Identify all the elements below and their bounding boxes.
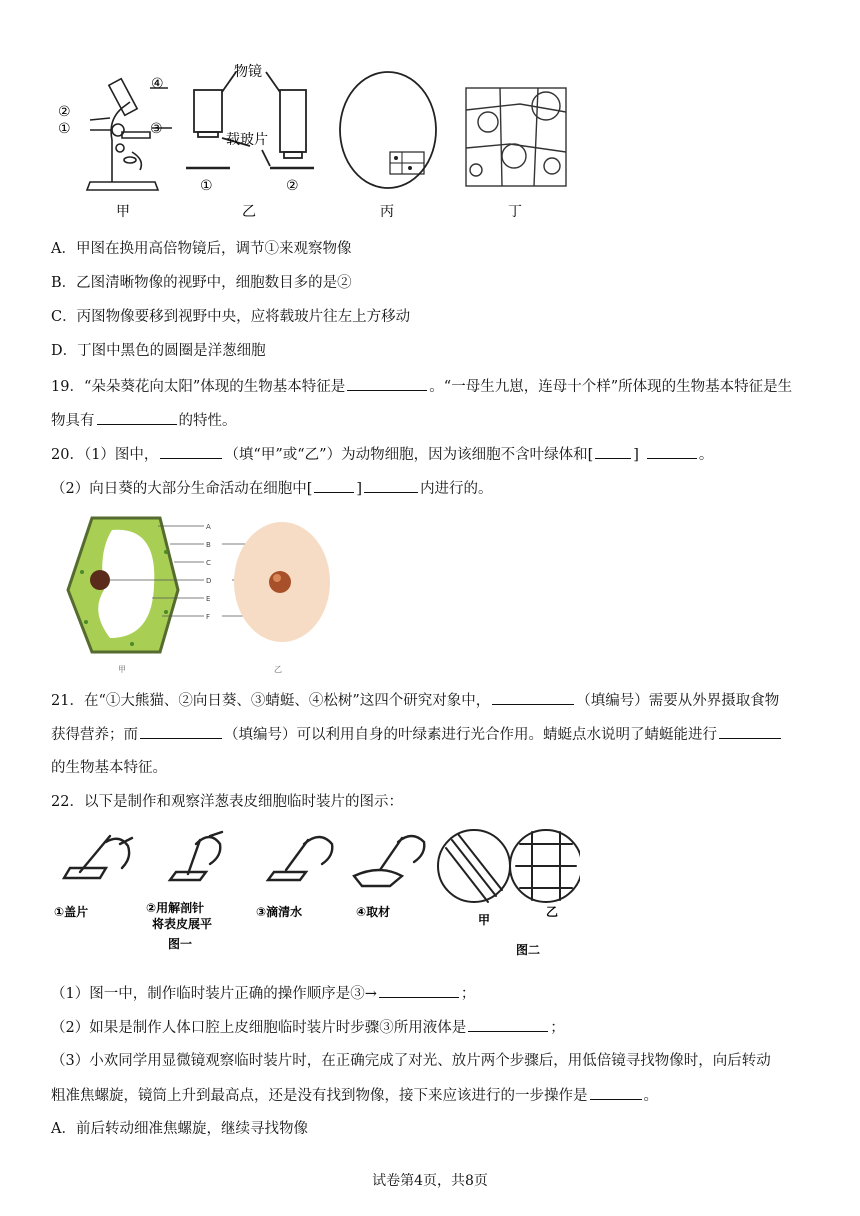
q21-line3: 的生物基本特征。 [51, 760, 167, 776]
q20-text-a: 20．（1）图中， [51, 447, 159, 463]
q20-blank-2[interactable] [595, 444, 631, 459]
step-label-3: ③滴清水 [256, 905, 303, 919]
q22-sub1 [51, 983, 475, 1004]
q22-blank-2[interactable] [468, 1017, 548, 1032]
label-circle3: ③ [150, 121, 163, 137]
cell-letter-a: A [206, 523, 211, 531]
q19-text-a: 19．“朵朵葵花向太阳”体现的生物基本特征是 [51, 379, 346, 395]
q22-blank-3[interactable] [590, 1085, 642, 1100]
q22-sub2-text: （2）如果是制作人体口腔上皮细胞临时装片时步骤③所用液体是 [51, 1020, 467, 1036]
cell-letter-b: B [206, 541, 211, 549]
q18-option-a: A．甲图在换用高倍物镜后，调节①来观察物像 [51, 241, 352, 257]
q22-sub2-end: ； [550, 1020, 565, 1036]
q22-blank-1[interactable] [379, 983, 459, 998]
q19-text-c: 物具有 [51, 413, 95, 429]
page-footer: 试卷第4页，共8页 [372, 1173, 488, 1189]
q22-intro: 22．以下是制作和观察洋葱表皮细胞临时装片的图示： [51, 794, 403, 810]
q19-blank-2[interactable] [97, 410, 177, 425]
q20-cells-figure [62, 512, 352, 678]
q22-sub1-end: ； [460, 986, 476, 1002]
q20-blank-1[interactable] [160, 444, 222, 459]
label-yi-2: ② [286, 178, 299, 194]
objectives-drawing [186, 72, 314, 168]
q22-sub3-end: 。 [643, 1088, 658, 1104]
q21-line1 [51, 690, 779, 711]
step-label-1: ①盖片 [54, 905, 89, 919]
caption-bing: 丙 [380, 204, 394, 220]
fig2-caption-jia: 甲 [478, 913, 491, 927]
cell-letter-d: D [206, 577, 212, 585]
caption-yi: 乙 [242, 204, 256, 220]
step2-needle-drawing [170, 832, 222, 880]
q21-blank-1[interactable] [492, 690, 574, 705]
label-slide: 载玻片 [226, 132, 268, 148]
q18-option-d: D．丁图中黑色的圆圈是洋葱细胞 [51, 343, 266, 359]
q19-text-d: 的特性。 [178, 413, 237, 429]
cell-letter-e: E [206, 595, 211, 603]
plant-cell-jia [68, 518, 178, 652]
q20-line1 [51, 444, 713, 465]
q20-text-b: （填“甲”或“乙”）为动物细胞，因为该细胞不含叶绿体和[ [224, 447, 594, 463]
q20-text-g: 内进行的。 [420, 481, 493, 497]
q20-text-e: （2）向日葵的大部分生命活动在细胞中[ [51, 481, 313, 497]
fig2-caption-yi: 乙 [546, 905, 559, 919]
q20-blank-4[interactable] [314, 478, 354, 493]
label-circle4: ④ [151, 76, 164, 92]
q20-line2 [51, 478, 493, 499]
q18-figure [50, 60, 590, 225]
caption-jia: 甲 [116, 204, 130, 220]
q22-sub2 [51, 1017, 565, 1038]
label-circle1: ① [58, 121, 71, 137]
q19-line2 [51, 410, 237, 431]
view-yi-drawing [510, 830, 580, 902]
caption-cell-jia: 甲 [118, 665, 126, 674]
q21-text-a: 21．在“①大熊猫、②向日葵、③蜻蜓、④松树”这四个研究对象中， [51, 693, 491, 709]
q22-sub3-line2 [51, 1085, 658, 1106]
animal-cell-yi [234, 522, 330, 642]
fig1-caption: 图一 [168, 937, 193, 951]
label-yi-1: ① [200, 178, 213, 194]
cell-letter-c: C [206, 559, 211, 567]
q20-text-f: ] [356, 481, 363, 497]
label-objective: 物镜 [234, 64, 262, 80]
field-of-view-drawing [340, 72, 436, 188]
step1-cover-slip-drawing [64, 836, 132, 878]
q19-blank-1[interactable] [347, 376, 427, 391]
caption-cell-yi: 乙 [274, 665, 282, 674]
view-jia-drawing [438, 830, 510, 902]
cell-letter-f: F [206, 613, 211, 621]
q22-sub1-text: （1）图一中，制作临时装片正确的操作顺序是③→ [51, 986, 377, 1002]
q20-blank-5[interactable] [364, 478, 418, 493]
step-label-2b: 将表皮展平 [152, 917, 213, 931]
q19-text-b: 。“一母生九崽，连母十个样”所体现的生物基本特征是生 [429, 379, 793, 395]
q18-option-b: B．乙图清晰物像的视野中，细胞数目多的是② [51, 275, 352, 291]
q21-line2 [51, 724, 783, 745]
q21-text-d: （填编号）可以利用自身的叶绿素进行光合作用。蜻蜓点水说明了蜻蜓能进行 [224, 727, 717, 743]
onion-cells-drawing [466, 88, 566, 186]
q19-line1 [51, 376, 792, 397]
step3-dropper-drawing [268, 837, 332, 880]
fig2-caption: 图二 [516, 943, 541, 957]
q21-blank-3[interactable] [719, 724, 781, 739]
q20-text-d: 。 [698, 447, 714, 463]
caption-ding: 丁 [508, 204, 522, 220]
q22-sub3-text: 粗准焦螺旋，镜筒上升到最高点，还是没有找到物像，接下来应该进行的一步操作是 [51, 1088, 588, 1104]
q21-text-b: （填编号）需要从外界摄取食物 [576, 693, 780, 709]
q21-text-c: 获得营养；而 [51, 727, 138, 743]
q22-figures [50, 824, 580, 964]
q18-option-c: C．丙图物像要移到视野中央，应将载玻片往左上方移动 [51, 309, 411, 325]
step-label-2a: ②用解剖针 [146, 901, 205, 915]
q22-option-a: A．前后转动细准焦螺旋，继续寻找物像 [51, 1121, 308, 1137]
step4-tweezers-drawing [354, 836, 424, 886]
q20-text-c: ] [633, 447, 639, 463]
step-label-4: ④取材 [356, 905, 391, 919]
q22-sub3-line1: （3）小欢同学用显微镜观察临时装片时，在正确完成了对光、放片两个步骤后，用低倍镜寻找物像时，向后转动 [51, 1053, 771, 1069]
label-circle2: ② [58, 104, 71, 120]
q20-blank-3[interactable] [647, 444, 697, 459]
q21-blank-2[interactable] [140, 724, 222, 739]
